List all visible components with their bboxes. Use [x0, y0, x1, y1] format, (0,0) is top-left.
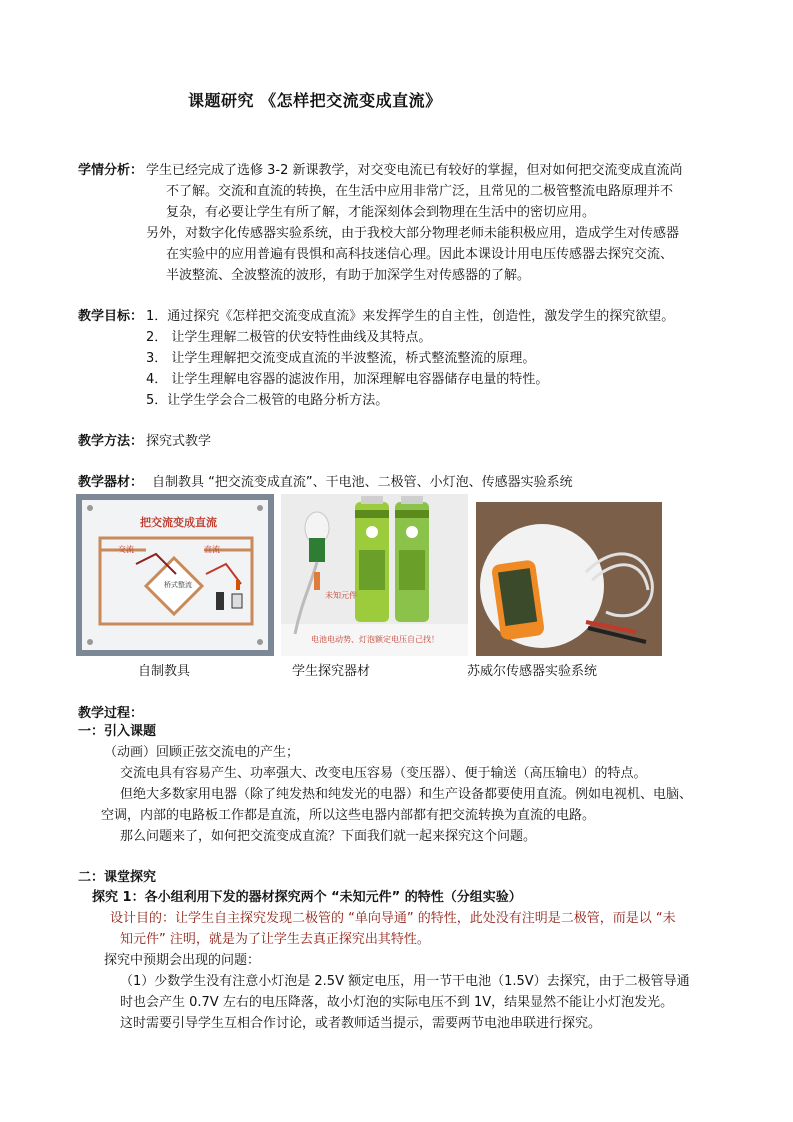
photo-caption: 自制教具 [138, 664, 191, 679]
qicai-label: 教学器材： [78, 475, 144, 490]
section-1-title: 一：引入课题 [78, 724, 157, 739]
sensor-illustration [476, 502, 662, 656]
xueqing-line: 不了解。交流和直流的转换，在生活中应用非常广泛，且常见的二极管整流电路原理并不 [166, 184, 674, 199]
problem-line: 时也会产生 0.7V 左右的电压降落，故小灯泡的实际电压不到 1V，结果显然不能让小灯泡发光。 [120, 995, 674, 1010]
photo-caption: 学生探究器材 [292, 664, 371, 679]
problem-line: （1）少数学生没有注意小灯泡是 2.5V 额定电压，用一节干电池（1.5V）去探究，由于二极管导通 [120, 974, 690, 989]
sensor-photo [476, 502, 662, 656]
board-label: 桥式整流 [164, 581, 192, 589]
xueqing-line: 学生已经完成了选修 3-2 新课教学，对交变电流已有较好的掌握，但对如何把交流变成直流尚 [146, 163, 683, 178]
design-purpose: 设计目的：让学生自主探究发现二极管的 “单向导通” 的特性，此处没有注明是二极管，而是以 “未 [110, 911, 676, 926]
page-title: 课题研究 《怎样把交流变成直流》 [188, 91, 442, 110]
board-label: 直流 [204, 545, 220, 554]
fangfa-label: 教学方法： [78, 434, 144, 449]
xueqing-line: 半波整流、全波整流的波形，有助于加深学生对传感器的了解。 [166, 268, 531, 283]
design-purpose: 知元件” 注明，就是为了让学生去真正探究出其特性。 [120, 932, 430, 947]
board-label: 交流 [118, 545, 134, 554]
mubiao-item: 2． 让学生理解二极管的伏安特性曲线及其特点。 [146, 330, 432, 345]
mubiao-item: 5．让学生学会合二极管的电路分析方法。 [146, 393, 389, 408]
xueqing-label: 学情分析： [78, 163, 144, 178]
photo-caption: 苏威尔传感器实验系统 [467, 664, 598, 679]
mubiao-item: 1．通过探究《怎样把交流变成直流》来发挥学生的自主性，创造性，激发学生的探究欲望。 [146, 309, 675, 324]
expected-problems: 探究中预期会出现的问题： [104, 953, 261, 968]
qicai-value: 自制教具 “把交流变成直流”、干电池、二极管、小灯泡、传感器实验系统 [152, 475, 573, 490]
s1-line: 空调，内部的电路板工作都是直流，所以这些电器内部都有把交流转换为直流的电路。 [101, 808, 596, 823]
fangfa-value: 探究式教学 [146, 434, 212, 449]
mubiao-label: 教学目标： [78, 309, 144, 324]
mubiao-item: 4． 让学生理解电容器的滤波作用，加深理解电容器储存电量的特性。 [146, 372, 549, 387]
s1-line: （动画）回顾正弦交流电的产生； [104, 745, 300, 760]
problem-line: 这时需要引导学生互相合作讨论，或者教师适当提示，需要两节电池串联进行探究。 [120, 1016, 602, 1031]
xueqing-line: 另外，对数字化传感器实验系统，由于我校大部分物理老师未能积极应用，造成学生对传感器 [146, 226, 680, 241]
board-title: 把交流变成直流 [140, 516, 217, 529]
mubiao-item: 3． 让学生理解把交流变成直流的半波整流，桥式整流整流的原理。 [146, 351, 536, 366]
xueqing-line: 在实验中的应用普遍有畏惧和高科技迷信心理。因此本课设计用电压传感器去探究交流、 [166, 247, 674, 262]
guocheng-label: 教学过程： [78, 706, 144, 721]
s1-line: 但绝大多数家用电器（除了纯发热和纯发光的电器）和生产设备都要使用直流。例如电视机、电脑、 [120, 787, 693, 802]
unknown-element-note: 未知元件 [325, 591, 357, 600]
board-photo [76, 494, 274, 656]
section-2-title: 二：课堂探究 [78, 870, 157, 885]
battery-photo [281, 494, 468, 656]
s1-line: 交流电具有容易产生、功率强大、改变电压容易（变压器）、便于输送（高压输电）的特点。 [120, 766, 647, 781]
battery-illustration [281, 494, 468, 656]
s1-line: 那么问题来了，如何把交流变成直流？下面我们就一起来探究这个问题。 [120, 829, 537, 844]
explore-1-title: 探究 1：各小组利用下发的器材探究两个 “未知元件” 的特性（分组实验） [92, 890, 522, 905]
xueqing-line: 复杂，有必要让学生有所了解，才能深刻体会到物理在生活中的密切应用。 [166, 205, 596, 220]
battery-caption: 电池电动势、灯泡额定电压自己找！ [311, 635, 439, 644]
